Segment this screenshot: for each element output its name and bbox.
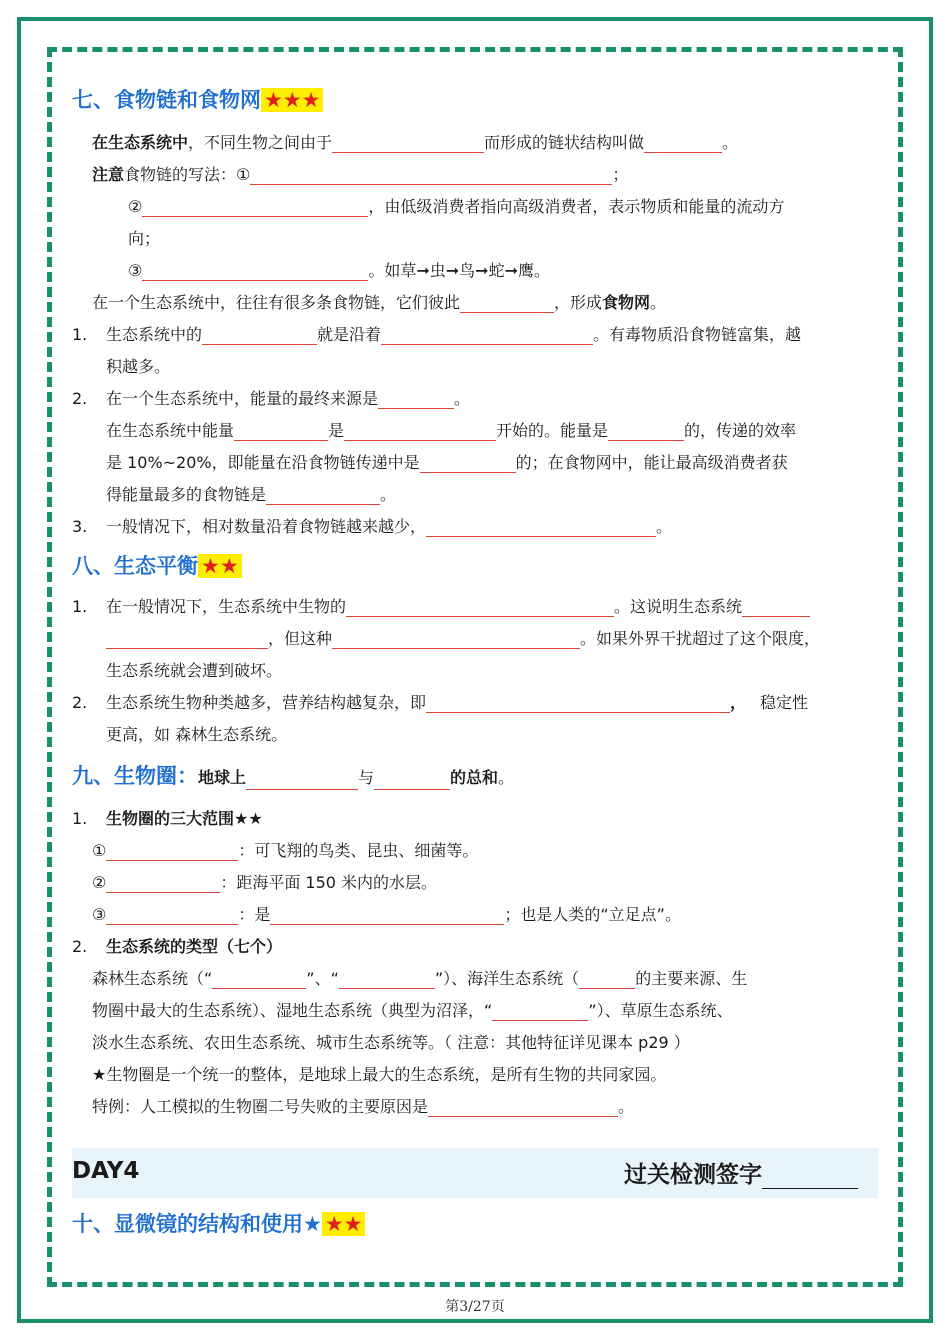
fill-blank[interactable] (246, 770, 358, 790)
fill-blank[interactable] (106, 629, 268, 649)
fill-blank[interactable] (202, 325, 317, 345)
text: ，但这种 (268, 629, 333, 648)
text: 稳定性 (760, 693, 809, 712)
text: 特例：人工模拟的生物圈二号失败的主要原因是 (92, 1097, 429, 1116)
s9-types-line-1 (92, 966, 747, 989)
text: ③ (92, 905, 107, 924)
text: ：可飞翔的鸟类、昆虫、细菌等。 (238, 841, 479, 860)
s7-item-2-line-3 (106, 450, 788, 473)
text: ，由低级消费者指向高级消费者，表示物质和能量的流动方 (368, 197, 785, 216)
s7-line-6 (92, 290, 666, 313)
text: ，不同生物之间由于 (188, 133, 333, 152)
s7-item-2-line-2 (106, 418, 796, 441)
fill-blank[interactable] (250, 165, 612, 185)
s8-item-2-line-2: 更高，如 森林生态系统。 (106, 725, 288, 744)
text: 的；在食物网中，能让最高级消费者获 (515, 453, 788, 472)
s8-item-2 (72, 690, 808, 713)
fill-blank[interactable] (579, 969, 635, 989)
text: 在生态系统中能量 (106, 421, 235, 440)
section-10-heading (72, 1208, 365, 1238)
section-9-heading (72, 760, 514, 790)
text: 地球上 (198, 768, 247, 787)
text: ① (92, 841, 107, 860)
text: 开始的。能量是 (496, 421, 609, 440)
text: 就是沿着 (317, 325, 382, 344)
text: 在一个生态系统中，往往有很多条食物链，它们彼此 (92, 293, 461, 312)
fill-blank[interactable] (460, 293, 554, 313)
item-number: 1. (72, 325, 88, 344)
text: 在一般情况下，生态系统中生物的 (106, 597, 347, 616)
fill-blank[interactable] (428, 1097, 618, 1117)
text: 森林生态系统（“ (92, 969, 213, 988)
star-rating: ★★ (198, 554, 242, 578)
fill-blank[interactable] (742, 597, 810, 617)
fill-blank[interactable] (378, 389, 454, 409)
item-number: 3. (72, 517, 88, 536)
text: ，形成 (554, 293, 603, 312)
fill-blank[interactable] (426, 517, 656, 537)
fill-blank[interactable] (332, 629, 580, 649)
item-number: 1. (72, 809, 88, 828)
text: 生物圈的三大范围★★ (106, 809, 263, 828)
fill-blank[interactable] (142, 197, 368, 217)
star-rating: ★★★ (261, 88, 323, 112)
fill-blank[interactable] (266, 485, 380, 505)
s7-line-5 (128, 258, 550, 281)
s7-item-2-line-4 (106, 482, 396, 505)
section-8-heading (72, 550, 242, 580)
s9-types-line-4: ★生物圈是一个统一的整体，是地球上最大的生态系统，是所有生物的共同家园。 (92, 1065, 667, 1084)
text: 生态系统中的 (106, 325, 203, 344)
s9-types-line-3: 淡水生态系统、农田生态系统、城市生态系统等。（ 注意：其他特征详见课本 p29 ） (92, 1033, 690, 1052)
text: 与 (358, 768, 375, 787)
fill-blank[interactable] (270, 905, 504, 925)
s9-types-line-2 (92, 998, 733, 1021)
bold-phrase: 食物网 (602, 293, 651, 312)
section-title: 九、生物圈： (72, 764, 198, 788)
text: ， (730, 693, 747, 712)
section-7-heading (72, 84, 323, 114)
section-title: 十、显微镜的结构和使用★ (72, 1212, 322, 1236)
fill-blank[interactable] (374, 770, 450, 790)
item-number: 1. (72, 597, 88, 616)
text: 生态系统生物种类越多，营养结构越复杂，即 (106, 693, 427, 712)
text: 。 (656, 517, 673, 536)
s9-types-line-5 (92, 1094, 634, 1117)
text: 的总和 (450, 768, 499, 787)
text: 是 10%~20%，即能量在沿食物链传递中是 (106, 453, 420, 472)
fill-blank[interactable] (346, 597, 614, 617)
text: 在一个生态系统中，能量的最终来源是 (106, 389, 379, 408)
fill-blank[interactable] (142, 261, 368, 281)
s7-item-2 (72, 386, 470, 409)
note-label: 注意 (92, 165, 125, 184)
fill-blank[interactable] (106, 841, 238, 861)
text: 。 (498, 768, 515, 787)
section-title: 七、食物链和食物网 (72, 88, 261, 112)
s7-line-2 (92, 162, 628, 185)
text: ：距海平面 150 米内的水层。 (220, 873, 438, 892)
text: 的，传递的效率 (684, 421, 797, 440)
text: ③ (128, 261, 143, 280)
text: 生态系统的类型（七个） (106, 937, 283, 956)
item-number: 2. (72, 937, 88, 956)
fill-blank[interactable] (608, 421, 684, 441)
s9-item-1 (72, 806, 263, 829)
s9-item-2 (72, 934, 282, 957)
fill-blank[interactable] (106, 905, 238, 925)
text: 。 (454, 389, 471, 408)
fill-blank[interactable] (332, 133, 484, 153)
fill-blank[interactable] (644, 133, 722, 153)
s8-item-1 (72, 594, 810, 617)
text: 物圈中最大的生态系统）、湿地生态系统（典型为沼泽，“ (92, 1001, 493, 1020)
text: 而形成的链状结构叫做 (484, 133, 645, 152)
s7-item-1-cont: 积越多。 (106, 357, 171, 376)
text: ； (612, 165, 629, 184)
text: ”、“ (306, 969, 339, 988)
fill-blank[interactable] (426, 693, 730, 713)
text: 。如果外界干扰超过了这个限度， (580, 629, 821, 648)
day-label: DAY4 (72, 1158, 140, 1184)
text: 食物链的写法：① (124, 165, 251, 184)
text: 。有毒物质沿食物链富集，越 (593, 325, 802, 344)
text: ”）、海洋生态系统（ (434, 969, 580, 988)
text: ”）、草原生态系统、 (588, 1001, 733, 1020)
fill-blank[interactable] (344, 421, 496, 441)
sign-off (624, 1156, 858, 1189)
item-number: 2. (72, 693, 88, 712)
sign-label: 过关检测签字 (624, 1162, 762, 1188)
fill-blank[interactable] (420, 453, 516, 473)
text: ：是 (238, 905, 271, 924)
s8-item-1-line-3: 生态系统就会遭到破坏。 (106, 661, 283, 680)
s9-range-2 (92, 870, 437, 893)
text: ② (128, 197, 143, 216)
text: 。 (650, 293, 667, 312)
s7-item-3 (72, 514, 672, 537)
text: 。如草➞虫➞鸟➞蛇➞鹰。 (368, 261, 550, 280)
text: ；也是人类的“立足点”。 (504, 905, 681, 924)
text: 一般情况下，相对数量沿着食物链越来越少， (106, 517, 427, 536)
s7-line-4: 向； (128, 229, 161, 248)
s9-range-1 (92, 838, 478, 861)
text: 得能量最多的食物链是 (106, 485, 267, 504)
fill-blank[interactable] (106, 873, 220, 893)
s9-range-3 (92, 902, 681, 925)
s7-line-1 (92, 130, 738, 153)
fill-blank[interactable] (234, 421, 328, 441)
text: 。 (722, 133, 739, 152)
fill-blank[interactable] (381, 325, 593, 345)
bold-phrase: 在生态系统中 (92, 133, 189, 152)
section-title: 八、生态平衡 (72, 554, 198, 578)
text: 是 (328, 421, 345, 440)
page-number: 第3/27页 (445, 1299, 505, 1315)
s7-item-1 (72, 322, 801, 345)
fill-blank[interactable] (212, 969, 306, 989)
text: ② (92, 873, 107, 892)
text: 。 (380, 485, 397, 504)
s7-line-3 (128, 194, 784, 217)
star-rating: ★★ (322, 1212, 366, 1236)
text: 。 (618, 1097, 635, 1116)
fill-blank[interactable] (339, 969, 435, 989)
fill-blank[interactable] (492, 1001, 588, 1021)
text: 。这说明生态系统 (614, 597, 743, 616)
s8-item-1-line-2 (106, 626, 820, 649)
item-number: 2. (72, 389, 88, 408)
signature-field[interactable] (762, 1162, 858, 1189)
text: 的主要来源、生 (635, 969, 748, 988)
